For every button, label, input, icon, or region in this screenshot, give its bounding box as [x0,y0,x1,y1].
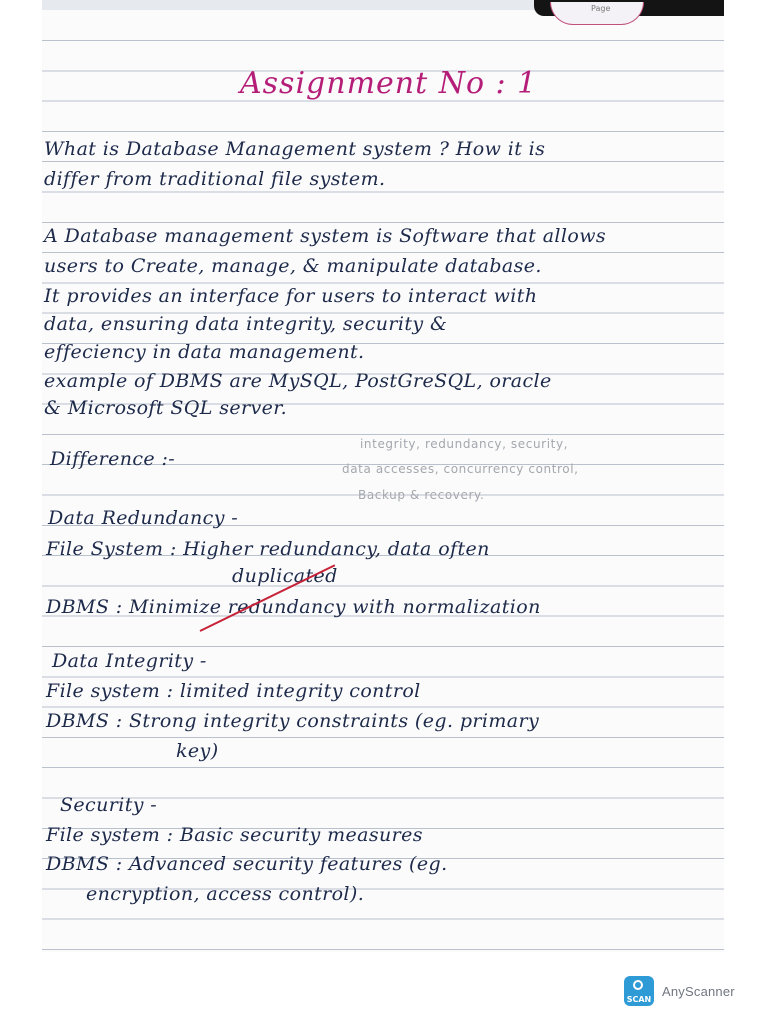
security-dbms: DBMS : Advanced security features (eg. [46,853,448,875]
answer-line-7: & Microsoft SQL server. [44,397,288,419]
pencil-note-2: data accesses, concurrency control, [342,462,579,476]
redundancy-dbms: DBMS : Minimize redundancy with normalization [46,596,541,618]
pencil-note-1: integrity, redundancy, security, [360,437,569,451]
security-dbms-cont: encryption, access control). [86,883,365,905]
question-line-1: What is Database Management system ? How it is [44,138,546,160]
watermark-brand-text: AnyScanner [662,983,735,999]
integrity-dbms-cont: key) [176,740,219,762]
section-heading-security: Security - [60,794,158,816]
scan-logo-text: SCAN [626,995,652,1004]
scanner-app-logo-icon [624,976,654,1006]
anyscanner-watermark [624,975,764,1007]
section-heading-integrity: Data Integrity - [52,650,207,672]
answer-line-5: effeciency in data management. [44,341,365,363]
answer-line-3: It provides an interface for users to interact with [44,285,538,307]
pencil-note-3: Backup & recovery. [358,488,485,502]
page-number-stamp [550,2,644,25]
answer-line-6: example of DBMS are MySQL, PostGreSQL, oracle [44,370,552,392]
section-heading-redundancy: Data Redundancy - [48,507,239,529]
redundancy-file-system-cont: duplicated [232,565,338,587]
redundancy-file-system: File System : Higher redundancy, data often [46,538,490,560]
question-line-2: differ from traditional file system. [44,168,386,190]
integrity-file-system: File system : limited integrity control [46,680,421,702]
difference-heading: Difference :- [50,448,176,470]
assignment-title: Assignment No : 1 [240,66,538,101]
integrity-dbms: DBMS : Strong integrity constraints (eg. primary [46,710,540,732]
security-file-system: File system : Basic security measures [46,824,423,846]
answer-line-4: data, ensuring data integrity, security & [44,313,448,335]
notebook-page [42,0,724,952]
page-stamp-label: Page [591,4,611,13]
answer-line-2: users to Create, manage, & manipulate database. [44,255,542,277]
answer-line-1: A Database management system is Software that allows [44,225,607,247]
